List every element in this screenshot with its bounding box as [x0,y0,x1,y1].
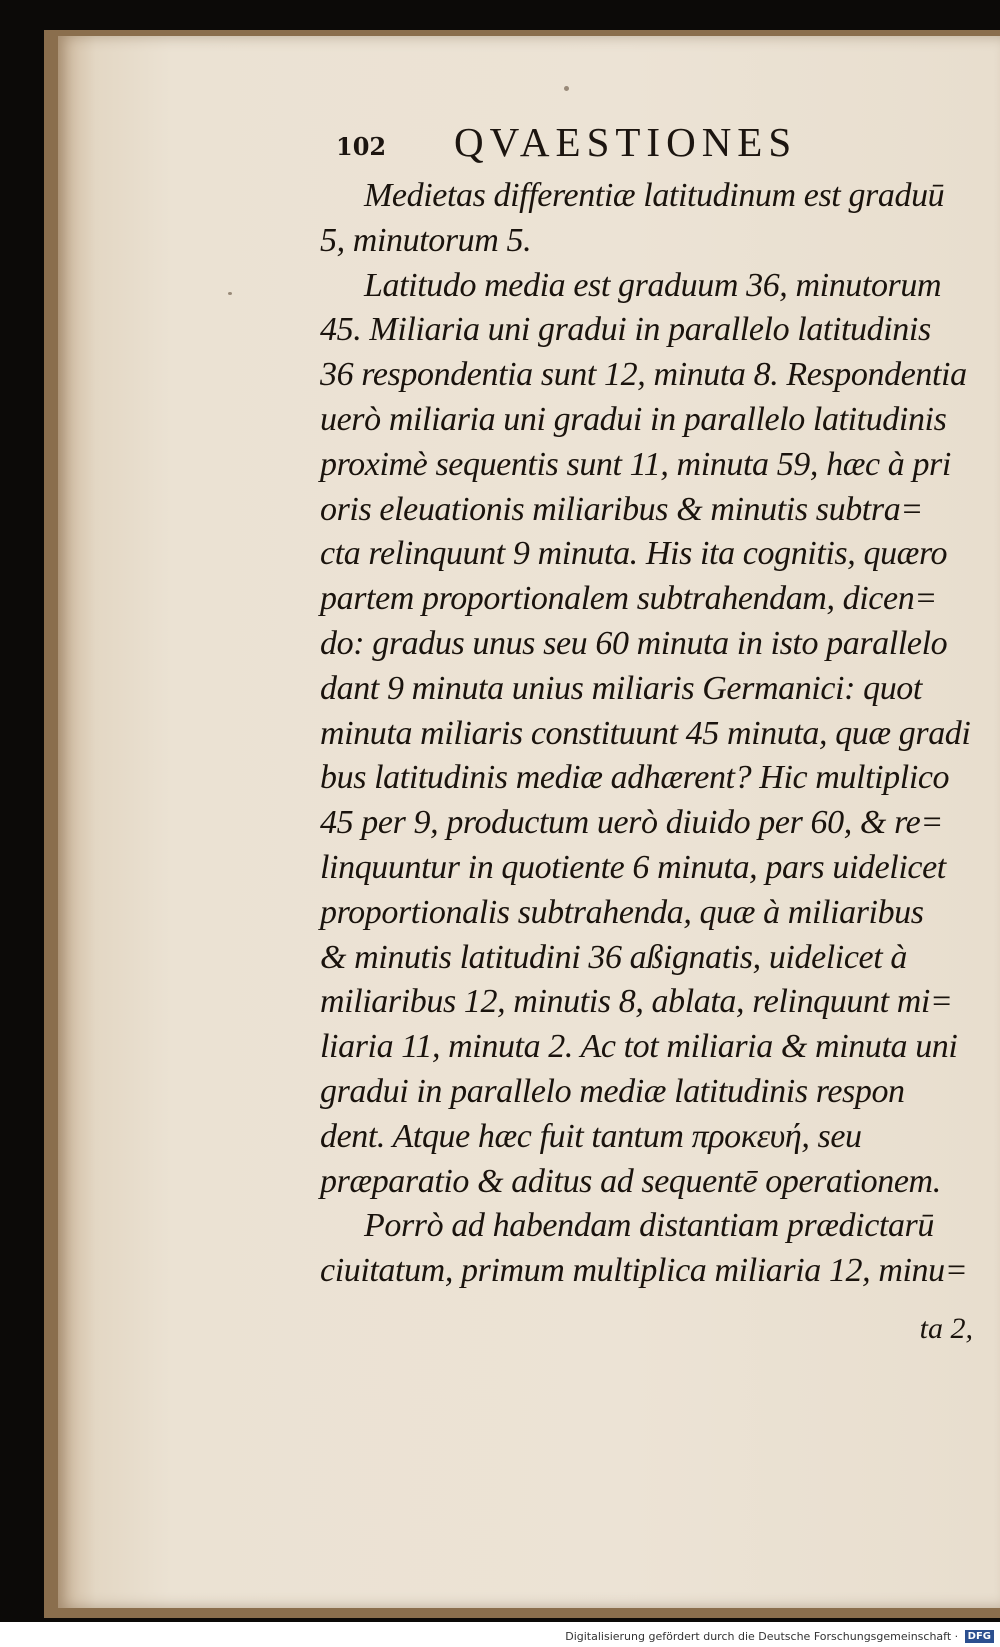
text-line: 36 respondentia sunt 12, minuta 8. Respondentia [320,356,967,394]
footer-credit-text: Digitalisierung gefördert durch die Deutsche Forschungsgemeinschaft · [565,1629,959,1643]
text-line: minuta miliaris constituunt 45 minuta, quæ gradi [320,714,971,752]
text-line: proximè sequentis sunt 11, minuta 59, hæc à pri [320,445,951,483]
text-line: partem proportionalem subtrahendam, dicen= [320,580,937,618]
text-line: Porrò ad habendam distantiam prædictarū [364,1207,934,1245]
text-line: cta relinquunt 9 minuta. His ita cognitis, quæro [320,535,948,573]
text-line: præparatio & aditus ad sequentē operationem. [320,1162,941,1200]
text-line: liaria 11, minuta 2. Ac tot miliaria & minuta uni [320,1028,958,1066]
text-line: gradui in parallelo mediæ latitudinis respon [320,1072,905,1110]
body-text [320,174,990,1294]
text-line: Latitudo media est graduum 36, minutorum [364,266,942,304]
text-line: oris eleuationis miliaribus & minutis subtra= [320,490,923,528]
running-head [58,118,1000,168]
text-line: & minutis latitudini 36 aßignatis, uidelicet à [320,938,907,976]
catchword: ta 2, [919,1312,973,1345]
ink-speck [564,86,569,91]
text-line: 45 per 9, productum uerò diuido per 60, & re= [320,804,943,842]
text-line: miliaribus 12, minutis 8, ablata, relinquunt mi= [320,983,953,1021]
footer-strip [0,1622,1000,1647]
text-line: dant 9 minuta unius miliaris Germanici: quot [320,669,922,707]
ink-speck [228,292,232,295]
text-line: linquuntur in quotiente 6 minuta, pars uidelicet [320,848,946,886]
footer-credit [565,1630,994,1644]
text-line: 5, minutorum 5. [320,221,532,259]
text-line: Medietas differentiæ latitudinum est graduū [364,177,945,214]
text-line: do: gradus unus seu 60 minuta in isto parallelo [320,624,948,662]
text-line: proportionalis subtrahenda, quæ à miliaribus [320,893,924,931]
text-line: dent. Atque hæc fuit tantum προκευή, seu [320,1117,862,1155]
text-line: ciuitatum, primum multiplica miliaria 12, minu= [320,1252,968,1290]
page-number: 102 [336,132,387,161]
text-line: bus latitudinis mediæ adhærent? Hic multiplico [320,759,950,797]
text-line: uerò miliaria uni gradui in parallelo latitudinis [320,400,947,438]
running-head-title: QVAESTIONES [454,119,798,165]
text-line: 45. Miliaria uni gradui in parallelo latitudinis [320,311,931,349]
book-page [58,36,1000,1608]
dfg-logo: DFG [965,1630,994,1643]
